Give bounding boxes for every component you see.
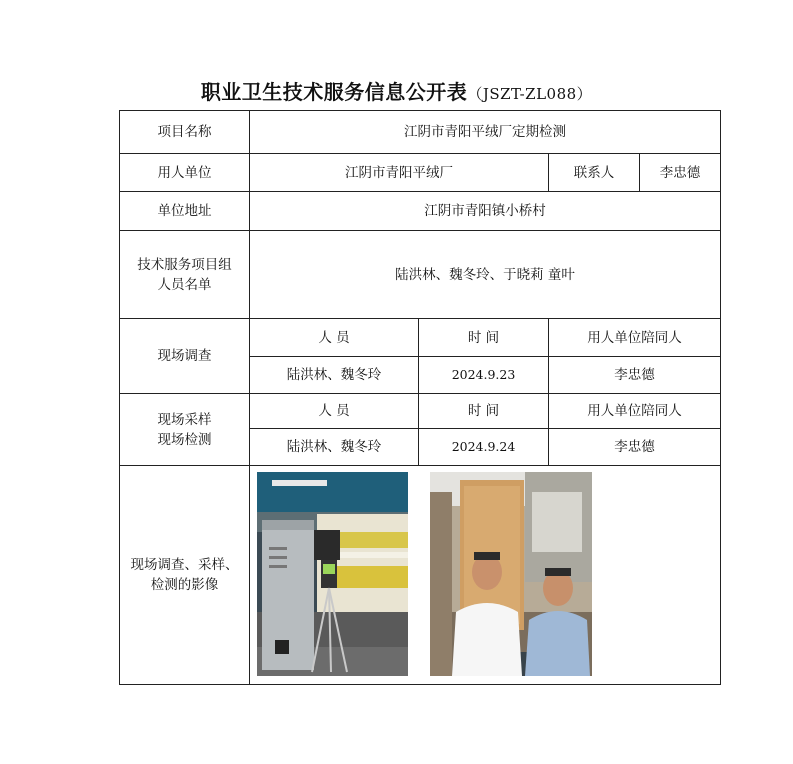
images-label-line1: 现场调查、采样、 [130,557,239,573]
address-label: 单位地址 [120,192,250,231]
employer-value: 江阴市青阳平绒厂 [250,154,549,192]
site-personnel-photo [430,472,592,676]
sampling-time: 2024.9.24 [419,429,549,466]
images-label [120,466,250,685]
images-label-line2: 检测的影像 [150,577,219,593]
contact-value: 李忠德 [640,154,721,192]
sampling-col-time: 时 间 [419,394,549,429]
info-table [119,110,721,685]
team-label-line2: 人员名单 [157,276,212,293]
sampling-label-line2: 现场检测 [157,431,212,448]
row-address [120,192,721,231]
contact-label: 联系人 [549,154,640,192]
survey-col-staff: 人 员 [250,319,419,357]
sampling-col-escort: 用人单位陪同人 [549,394,721,429]
survey-staff: 陆洪林、魏冬玲 [250,357,419,394]
sampling-label [120,394,250,466]
sampling-col-staff: 人 员 [250,394,419,429]
team-label-line1: 技术服务项目组 [137,256,232,273]
form-code: （JSZT-ZL088） [467,85,593,103]
row-images [120,466,721,685]
survey-escort: 李忠德 [549,357,721,394]
title-text: 职业卫生技术服务信息公开表 [200,80,468,104]
team-value: 陆洪林、魏冬玲、于晓莉 童叶 [250,231,721,319]
row-team [120,231,721,319]
sampling-staff: 陆洪林、魏冬玲 [250,429,419,466]
images-cell [250,466,721,685]
row-survey-header [120,319,721,357]
address-value: 江阴市青阳镇小桥村 [250,192,721,231]
survey-label: 现场调查 [120,319,250,394]
project-label: 项目名称 [120,111,250,154]
row-sampling-header [120,394,721,429]
row-project [120,111,721,154]
survey-time: 2024.9.23 [419,357,549,394]
row-employer [120,154,721,192]
team-label [120,231,250,319]
page-title [0,76,793,105]
sampling-escort: 李忠德 [549,429,721,466]
employer-label: 用人单位 [120,154,250,192]
sampling-label-line1: 现场采样 [157,411,212,428]
sampling-equipment-photo [257,472,408,676]
photo-area [250,466,720,683]
project-value: 江阴市青阳平绒厂定期检测 [250,111,721,154]
survey-col-time: 时 间 [419,319,549,357]
survey-col-escort: 用人单位陪同人 [549,319,721,357]
